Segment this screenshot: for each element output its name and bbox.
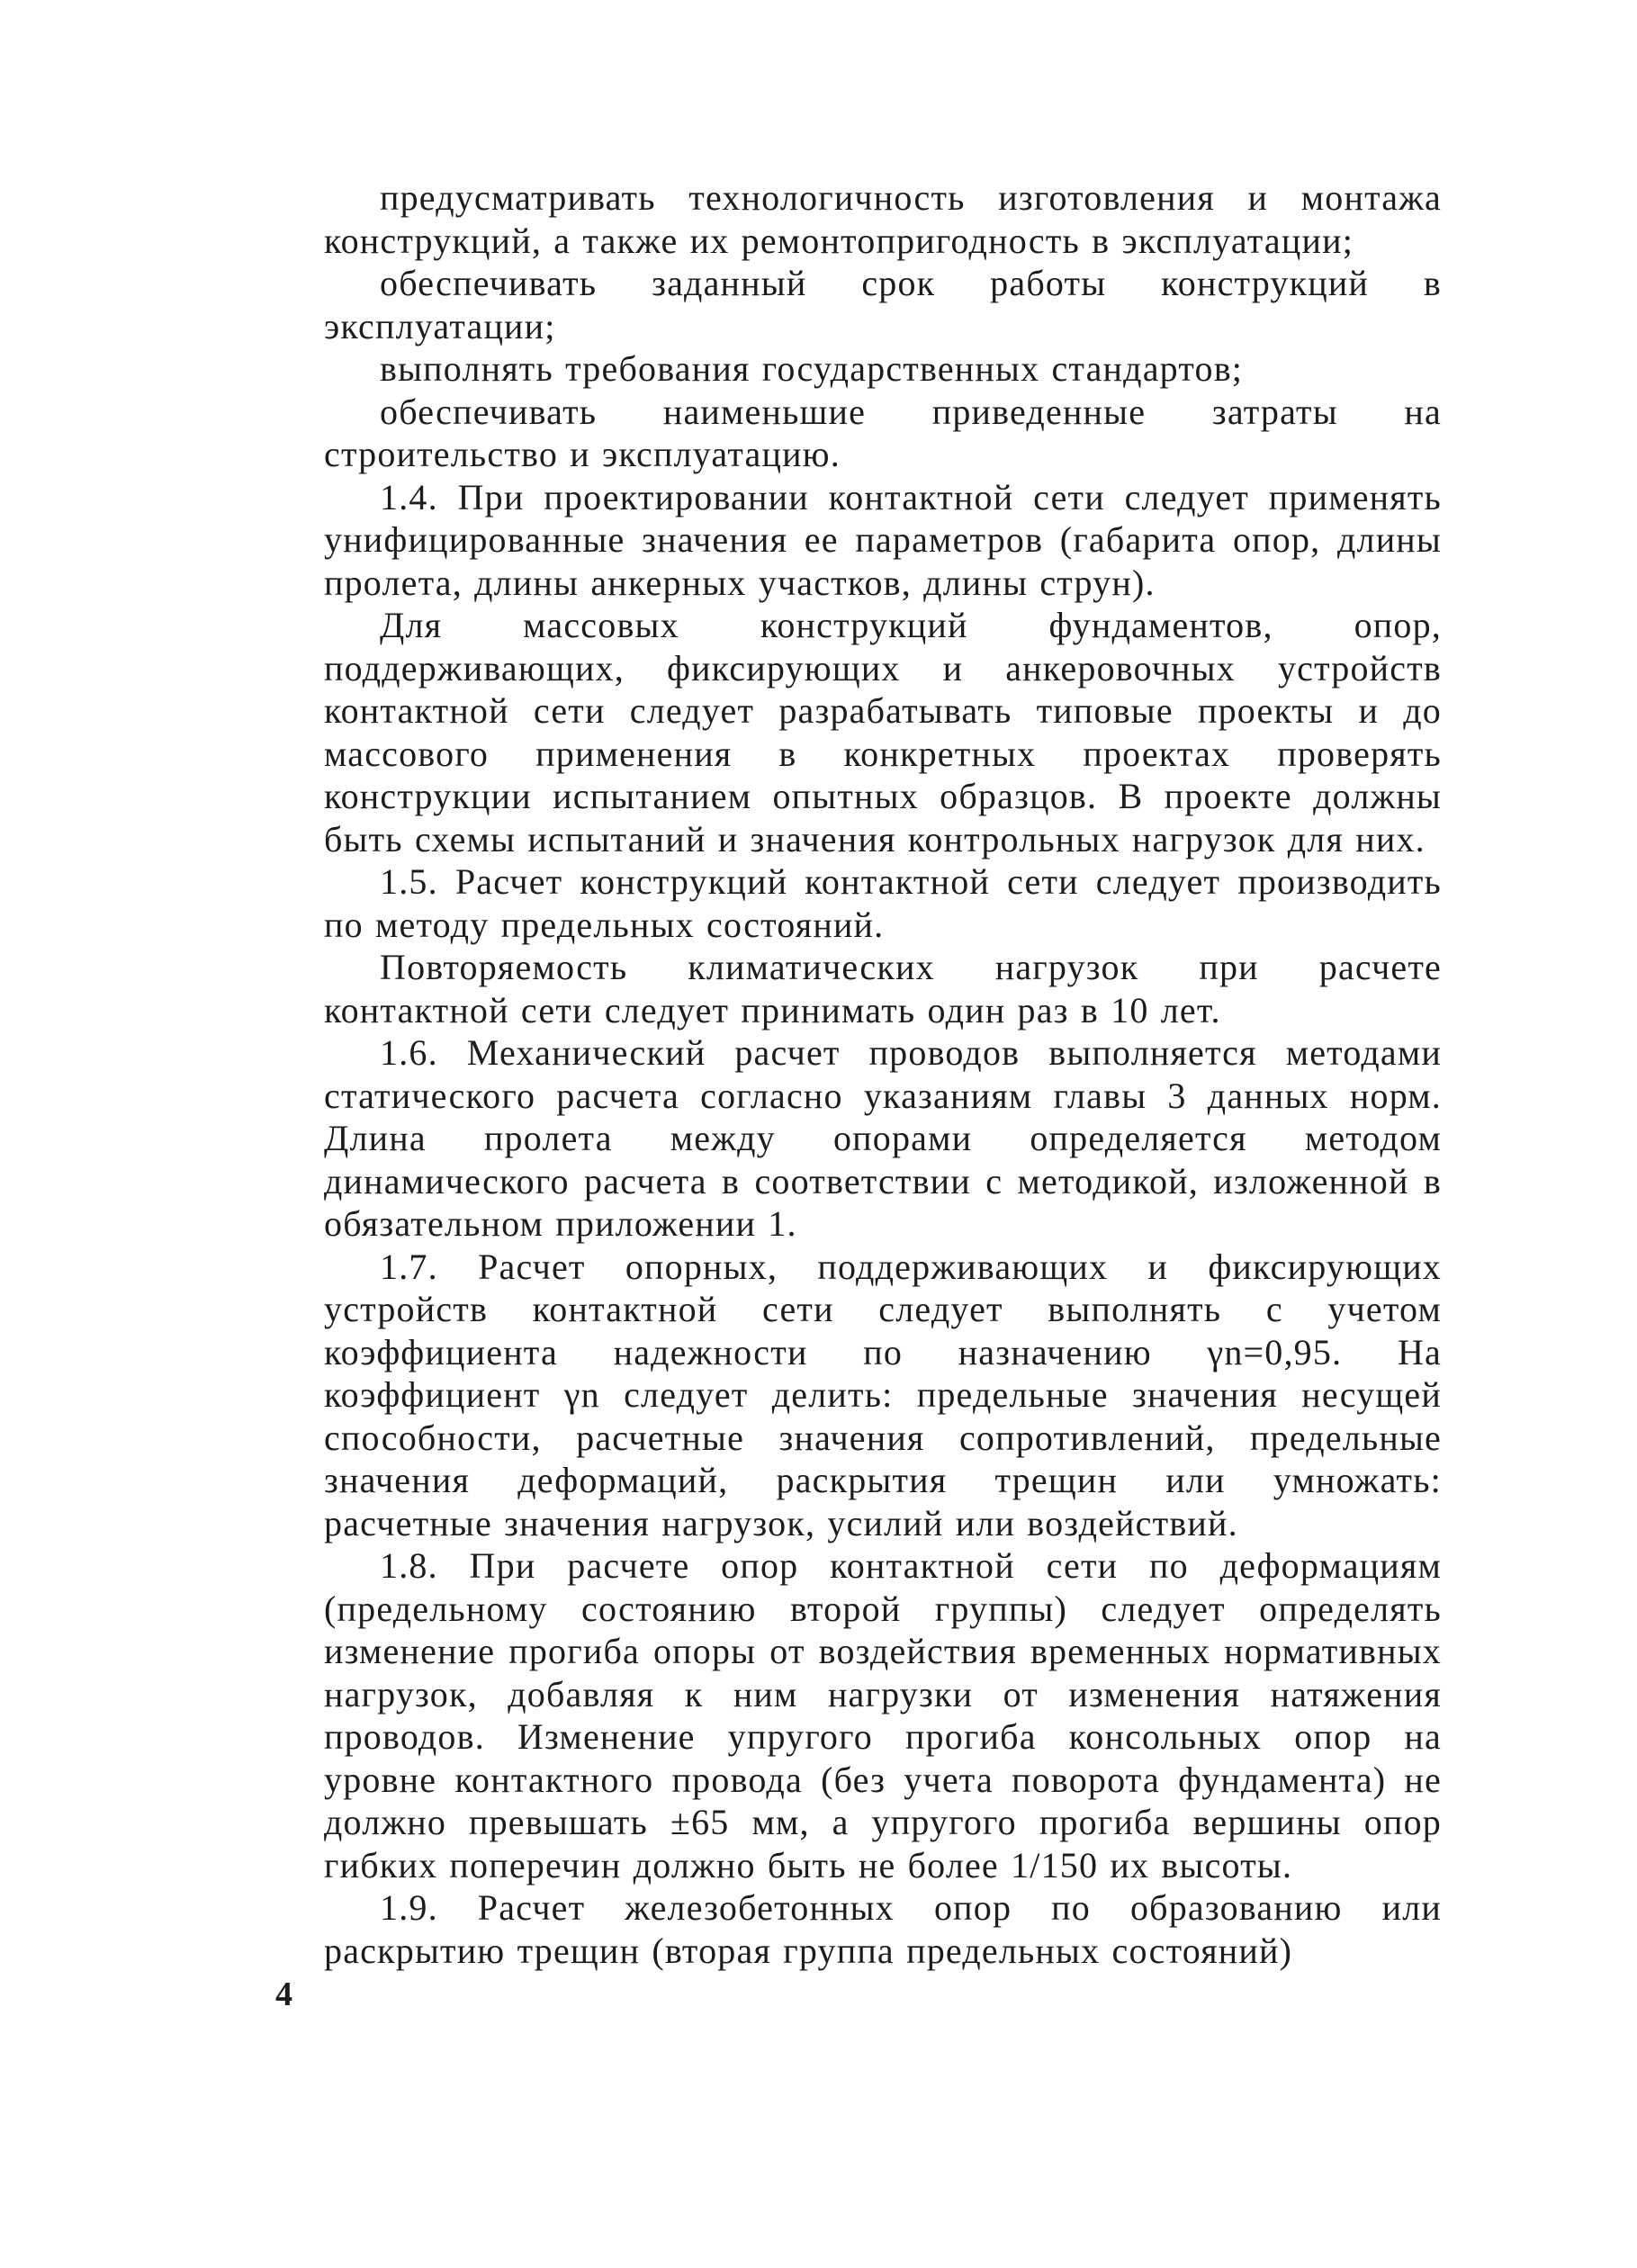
paragraph: Для массовых конструкций фундаментов, опор, поддерживающих, фиксирующих и анкеровочных устройств контактной сети следует разрабатывать типовые проекты и до массового применения в конкретных проектах проверять конструкции испытанием опытных образцов. В проекте должны быть схемы испытаний и значения контрольных нагрузок для них. <box>324 605 1442 860</box>
paragraph-section-1-9: 1.9. Расчет железобетонных опор по образованию или раскрытию трещин (вторая группа предельных состояний) <box>324 1887 1442 1971</box>
paragraph: обеспечивать наименьшие приведенные затраты на строительство и эксплуатацию. <box>324 391 1442 474</box>
paragraph-section-1-7: 1.7. Расчет опорных, поддерживающих и фиксирующих устройств контактной сети следует выполнять с учетом коэффициента надежности по назначению γn=0,95. На коэффициент γn следует делить: предельные значения несущей способности, расчетные значения сопротивлений, предельные значения деформаций, раскрытия трещин или умножать: расчетные значения нагрузок, усилий или воздействий. <box>324 1246 1442 1544</box>
paragraph: предусматривать технологичность изготовления и монтажа конструкций, а также их ремонтопригодность в эксплуатации; <box>324 177 1442 261</box>
page-number: 4 <box>275 1976 292 2013</box>
body-text <box>324 176 1442 1972</box>
paragraph-section-1-4: 1.4. При проектировании контактной сети следует применять унифицированные значения ее параметров (габарита опор, длины пролета, длины анкерных участков, длины струн). <box>324 476 1442 603</box>
paragraph: Повторяемость климатических нагрузок при расчете контактной сети следует принимать один раз в 10 лет. <box>324 947 1442 1030</box>
paragraph-section-1-6: 1.6. Механический расчет проводов выполняется методами статического расчета согласно указаниям главы 3 данных норм. Длина пролета между опорами определяется методом динамического расчета в соответствии с методикой, изложенной в обязательном приложении 1. <box>324 1032 1442 1244</box>
paragraph: обеспечивать заданный срок работы конструкций в эксплуатации; <box>324 263 1442 346</box>
paragraph-section-1-5: 1.5. Расчет конструкций контактной сети следует производить по методу предельных состояний. <box>324 861 1442 945</box>
paragraph-section-1-8: 1.8. При расчете опор контактной сети по деформациям (предельному состоянию второй группы) следует определять изменение прогиба опоры от воздействия временных нормативных нагрузок, добавляя к ним нагрузки от изменения натяжения проводов. Изменение упругого прогиба консольных опор на уровне контактного провода (без учета поворота фундамента) не должно превышать ±65 мм, а упругого прогиба вершины опор гибких поперечин должно быть не более 1/150 их высоты. <box>324 1545 1442 1886</box>
paragraph: выполнять требования государственных стандартов; <box>380 348 1244 389</box>
